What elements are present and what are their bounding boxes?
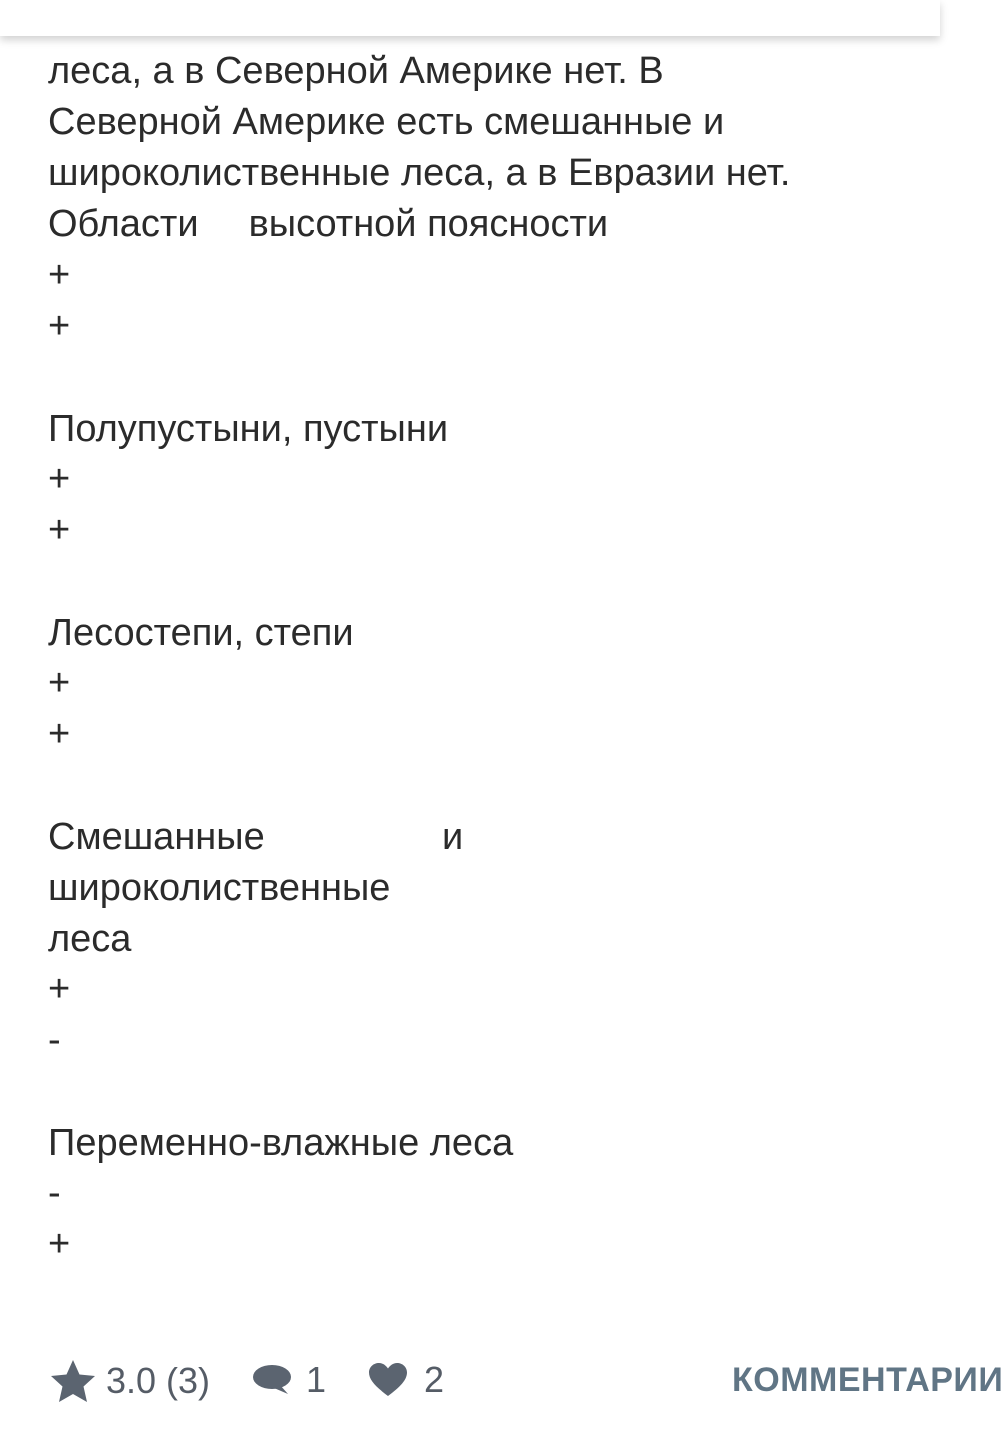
row-title-variable-humid-forests: Переменно-влажные леса [48,1122,514,1164]
row-title-part: высотной поясности [248,203,609,245]
rating-value: 3.0 (3) [106,1360,211,1401]
answer-text-line: Северной Америке есть смешанные и [48,101,725,143]
answer-text-line: леса, а в Северной Америке нет. В [48,50,664,92]
comments-control[interactable] [252,1359,326,1401]
speech-bubble-icon [252,1363,292,1397]
row-title-mixed-forests-part: и [442,816,464,858]
rating-control[interactable] [50,1359,210,1403]
star-icon [50,1359,96,1403]
answer-text-line: широколиственные леса, а в Евразии нет. [48,152,791,194]
row-title-altitude-zones [48,199,608,250]
row-title-mixed-forests-part: Смешанные [48,816,265,858]
eurasia-mark: + [48,968,71,1010]
eurasia-mark: + [48,458,71,500]
north-america-mark: + [48,1223,71,1265]
comments-button[interactable]: КОММЕНТАРИИ [732,1361,1003,1399]
row-title-forest-steppes: Лесостепи, степи [48,612,354,654]
eurasia-mark: + [48,254,71,296]
eurasia-mark: + [48,662,71,704]
likes-count: 2 [424,1359,445,1400]
north-america-mark: + [48,509,71,551]
comments-count: 1 [306,1359,327,1400]
row-title-mixed-forests-part: широколиственные [48,867,391,909]
north-america-mark: + [48,713,71,755]
heart-icon [368,1362,408,1398]
row-title-semi-deserts: Полупустыни, пустыни [48,408,449,450]
likes-control[interactable] [368,1359,444,1401]
north-america-mark: + [48,305,71,347]
row-title-part: Области [48,203,199,245]
eurasia-mark: - [48,1172,61,1214]
row-title-mixed-forests-part: леса [48,918,132,960]
north-america-mark: - [48,1019,61,1061]
answer-footer [0,1345,1003,1415]
top-header-bar [0,0,940,36]
